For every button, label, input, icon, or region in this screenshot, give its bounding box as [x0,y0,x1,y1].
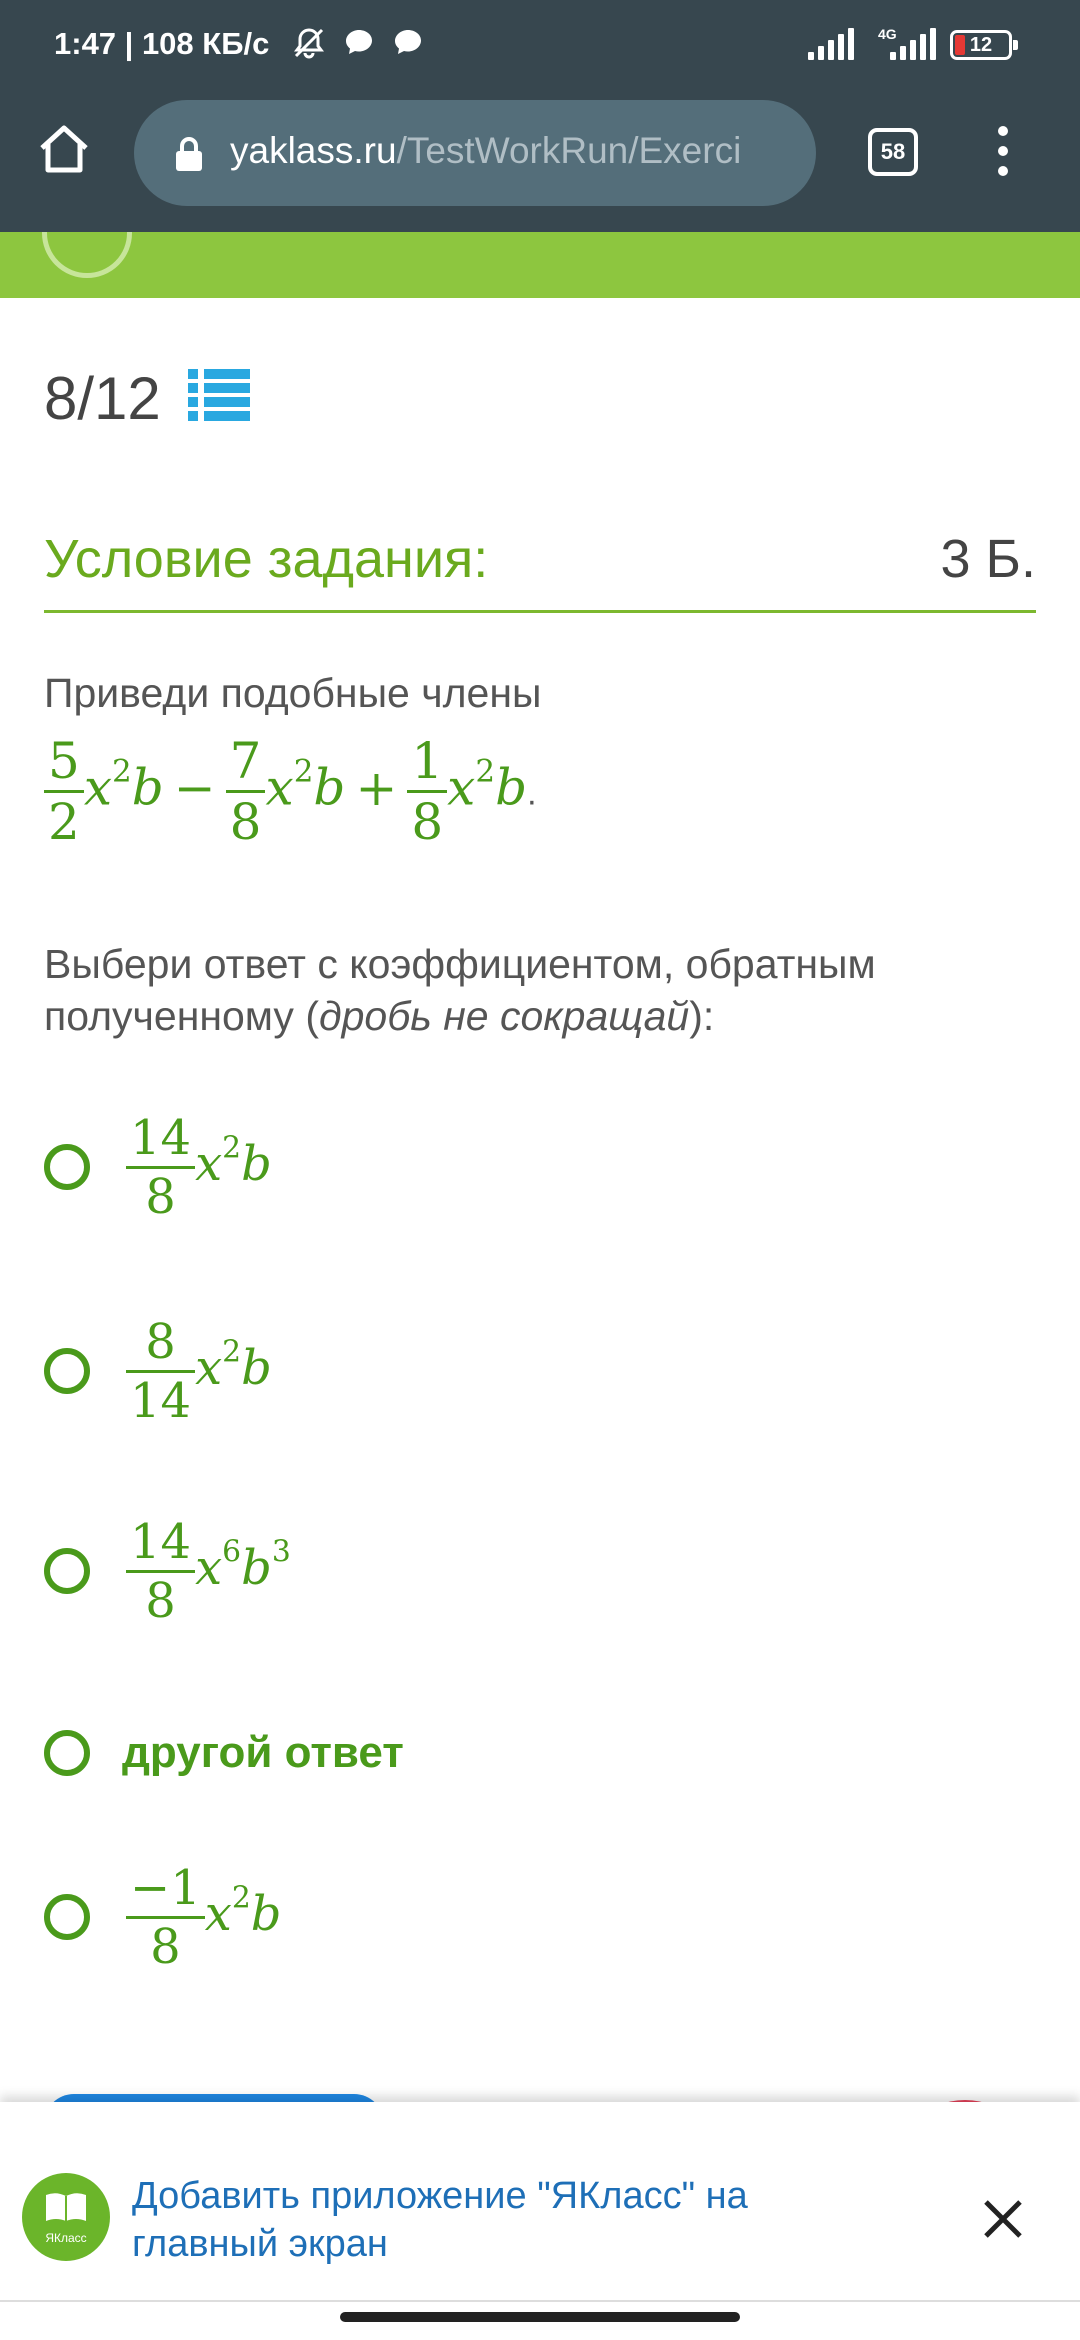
network-type: 4G [878,26,897,42]
radio-button[interactable] [44,1548,90,1594]
chat-bubble-icon [343,26,375,65]
chat-bubble-icon-2 [392,26,424,65]
task-condition-title: Условие задания: [44,529,489,589]
browser-chrome [0,0,1080,232]
answer-option-4[interactable] [44,1726,844,1786]
points-label: 3 Б. [940,529,1036,589]
book-icon [44,2191,88,2223]
banner-divider [0,2300,1080,2302]
install-app-banner [0,2102,1080,2340]
option-expression: $\frac{14}{8}$ $x^6b^3$ [126,1514,291,1629]
close-icon[interactable] [978,2194,1028,2244]
task-instruction: Приведи подобные члены [44,670,542,716]
address-bar[interactable] [134,100,816,206]
tabs-button[interactable]: 58 [868,128,918,176]
more-menu-icon[interactable] [988,124,1018,184]
radio-button[interactable] [44,1144,90,1190]
question-list-icon[interactable] [188,369,250,421]
answer-option-5[interactable] [44,1860,844,1980]
radio-button[interactable] [44,1894,90,1940]
answer-option-3[interactable] [44,1514,844,1634]
title-divider [44,610,1036,613]
mute-bell-icon [292,26,326,67]
battery-level: 12 [969,34,993,56]
add-to-home-link[interactable]: Добавить приложение "ЯКласс" на главный экран [132,2175,748,2265]
option-expression: $\frac{14}{8}$ $x^2b$ [126,1110,272,1225]
answer-prompt: Выбери ответ с коэффициентом, обратным полученному (дробь не сокращай): [44,941,876,1039]
signal-icon [808,28,854,60]
logo-label: ЯКласс [45,2231,87,2245]
radio-button[interactable] [44,1730,90,1776]
task-expression: $\frac{5}{2}$ $x^2b$ − $\frac{7}{8}$ $x^2b$ + $\frac{1}{8}$ $x^2b$. [44,732,537,851]
status-time: 1:47 | 108 КБ/с [54,26,270,61]
question-counter: 8/12 [44,365,161,432]
option-text: другой ответ [122,1728,404,1777]
answer-option-1[interactable] [44,1110,844,1230]
lock-icon [174,136,204,177]
battery-icon [950,30,1012,60]
home-indicator[interactable] [340,2312,740,2322]
signal-icon-2 [890,28,936,60]
radio-button[interactable] [44,1348,90,1394]
url-text: yaklass.ru/TestWorkRun/Exerci [230,130,742,171]
option-expression: $\frac{-1}{8}$ $x^2b$ [126,1860,282,1975]
answer-option-2[interactable] [44,1314,844,1434]
option-expression: $\frac{8}{14}$ $x^2b$ [126,1314,272,1429]
yaklass-logo [22,2173,110,2261]
progress-band [0,232,1080,298]
home-button[interactable] [36,120,92,176]
home-icon [36,120,92,176]
progress-ring [42,232,132,278]
status-bar [0,0,1080,96]
